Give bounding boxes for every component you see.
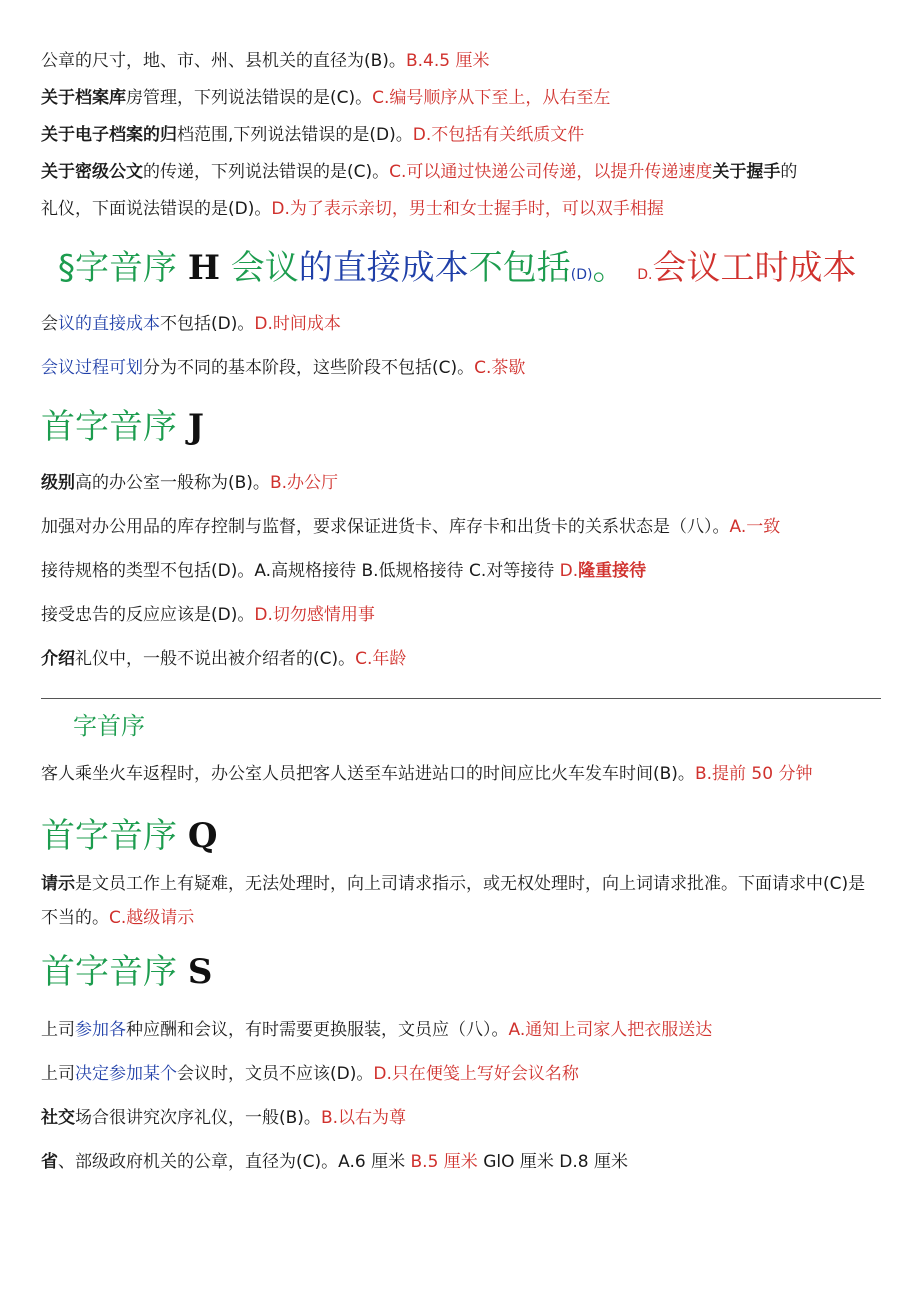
question-text: 上司 <box>41 1064 75 1084</box>
question-keyword: 关于电子档案的归 <box>41 125 177 145</box>
question-text: 的 <box>780 162 798 182</box>
heading-question: 不包括 <box>468 248 571 288</box>
question-text: 不包括(D)。 <box>160 314 255 334</box>
question-keyword: 关于档案库 <box>41 88 126 108</box>
question-row <box>41 554 882 588</box>
question-keyword: 请示 <box>41 874 75 894</box>
question-row <box>41 867 882 935</box>
heading-answer: 会议工时成本 <box>652 248 857 288</box>
question-text: 场合很讲究次序礼仪，一般(B)。 <box>75 1108 321 1128</box>
section-divider <box>41 698 881 699</box>
heading-prefix: 首字音序 <box>41 952 177 992</box>
answer-text: D.不包括有关纸质文件 <box>412 125 585 145</box>
question-row <box>41 1057 882 1091</box>
answer-text: B.提前 50 分钟 <box>694 764 813 784</box>
answer-text: D.只在便笺上写好会议名称 <box>373 1064 579 1084</box>
heading-prefix: 首字音序 <box>41 816 177 856</box>
question-text: 客人乘坐火车返程时，办公室人员把客人送至车站进站口的时间应比火车发车时间(B)。 <box>41 764 695 784</box>
question-text: 的传递，下列说法错误的是(C)。 <box>143 162 390 182</box>
heading-question-end: 。 <box>592 248 627 288</box>
question-text: 、部级政府机关的公章，直径为(C)。A.6 厘米 <box>58 1152 411 1172</box>
question-row <box>41 155 882 189</box>
answer-text: D.时间成本 <box>254 314 341 334</box>
heading-question-choice: (D) <box>570 267 593 283</box>
question-row <box>41 1145 882 1179</box>
heading-letter: S <box>187 952 213 992</box>
question-text: 房管理，下列说法错误的是(C)。 <box>126 88 373 108</box>
question-text: 公章的尺寸，地、市、州、县机关的直径为(B)。 <box>41 51 406 71</box>
answer-text: D.为了表示亲切，男士和女士握手时，可以双手相握 <box>271 199 664 219</box>
heading-answer-prefix: D. <box>637 267 653 283</box>
question-text: 高的办公室一般称为(B)。 <box>75 473 270 493</box>
answer-text: D. <box>559 561 579 581</box>
question-text: 接待规格的类型不包括(D)。A.高规格接待 B.低规格接待 C.对等接待 <box>41 561 560 581</box>
question-keyword: 关于密级公文 <box>41 162 143 182</box>
answer-keyword: 隆重接待 <box>578 561 647 581</box>
question-text: 是文员工作上有疑难，无法处理时，向上司请求指示，或无权处理时，向上词请求批准。下面请求中(C)是不当的。 <box>41 874 866 928</box>
answer-text: C.越级请示 <box>109 908 195 928</box>
heading-question-link: 的直接成本 <box>298 248 469 288</box>
answer-text: A.通知上司家人把衣服送达 <box>508 1020 713 1040</box>
question-keyword: 介绍 <box>41 649 75 669</box>
question-text: 分为不同的基本阶段，这些阶段不包括(C)。 <box>143 358 475 378</box>
section-heading-s <box>41 950 212 994</box>
question-row <box>41 642 882 676</box>
question-row <box>41 466 882 500</box>
heading-question: 会议 <box>230 248 299 288</box>
section-subheading: 字首序 <box>73 712 145 740</box>
question-link: 参加各 <box>75 1020 126 1040</box>
question-link: 决定参加某个 <box>75 1064 177 1084</box>
heading-letter: Q <box>187 816 218 856</box>
question-text: GlO 厘米 D.8 厘米 <box>477 1152 628 1172</box>
answer-text: A.一致 <box>729 517 781 537</box>
question-row <box>41 351 882 385</box>
question-row <box>41 1013 882 1047</box>
answer-text: B.5 厘米 <box>410 1152 478 1172</box>
question-keyword: 省 <box>41 1152 58 1172</box>
question-row <box>41 81 882 115</box>
section-heading-h <box>58 246 857 297</box>
question-keyword: 级别 <box>41 473 75 493</box>
question-row <box>41 307 882 341</box>
question-row <box>41 192 882 226</box>
question-text: 会 <box>41 314 58 334</box>
question-keyword: 关于握手 <box>712 162 781 182</box>
answer-text: C.茶歇 <box>474 358 526 378</box>
question-text: 礼仪中，一般不说出被介绍者的(C)。 <box>75 649 356 669</box>
question-row <box>41 757 882 791</box>
answer-text: B.以右为尊 <box>320 1108 407 1128</box>
question-text: 上司 <box>41 1020 75 1040</box>
answer-text: C.年龄 <box>355 649 407 669</box>
question-text: 会议时，文员不应该(D)。 <box>177 1064 374 1084</box>
question-link: 议的直接成本 <box>58 314 160 334</box>
section-heading-j <box>41 405 204 449</box>
question-text: 接受忠告的反应应该是(D)。 <box>41 605 255 625</box>
question-row <box>41 1101 882 1135</box>
question-row <box>41 118 882 152</box>
answer-text: C.可以通过快递公司传递，以提升传递速度 <box>389 162 713 182</box>
heading-prefix: §字音序 <box>58 248 177 288</box>
question-text: 礼仪，下面说法错误的是(D)。 <box>41 199 272 219</box>
question-text: 种应酬和会议，有时需要更换服装，文员应（八）。 <box>126 1020 509 1040</box>
question-text: 档范围,下列说法错误的是(D)。 <box>177 125 413 145</box>
question-row <box>41 510 882 544</box>
question-row <box>41 598 882 632</box>
answer-text: D.切勿感情用事 <box>254 605 375 625</box>
section-heading-q <box>41 814 217 858</box>
heading-letter: H <box>187 248 220 288</box>
heading-letter: J <box>187 407 204 447</box>
question-text: 加强对办公用品的库存控制与监督，要求保证进货卡、库存卡和出货卡的关系状态是（八）。 <box>41 517 730 537</box>
question-keyword: 社交 <box>41 1108 75 1128</box>
question-link: 会议过程可划 <box>41 358 143 378</box>
heading-prefix: 首字音序 <box>41 407 177 447</box>
answer-text: C.编号顺序从下至上，从右至左 <box>372 88 611 108</box>
answer-text: B.4.5 厘米 <box>405 51 490 71</box>
question-row <box>41 44 882 78</box>
answer-text: B.办公厅 <box>269 473 339 493</box>
